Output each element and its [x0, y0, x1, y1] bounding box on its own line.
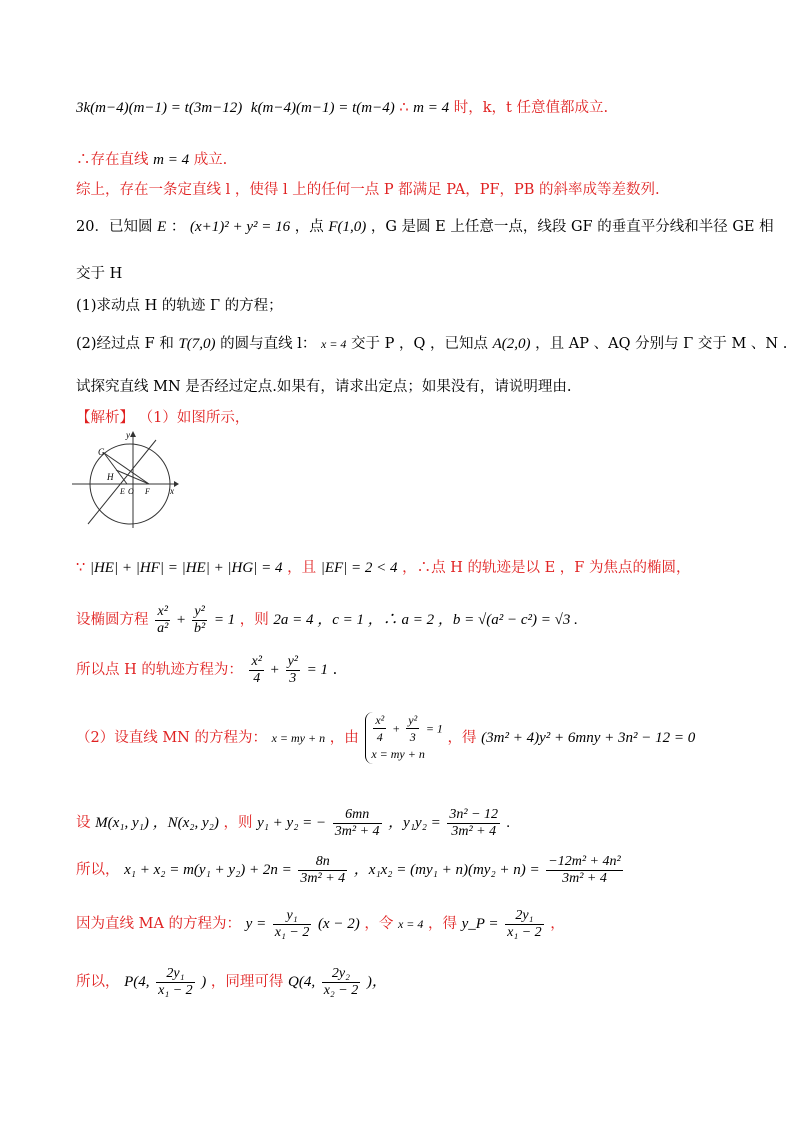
eq-b: k(m−4)(m−1) = t(m−4) — [250, 100, 395, 116]
label-x: x — [170, 486, 174, 496]
circle-equation: (x+1)² + y² = 16 — [189, 219, 291, 235]
problem-number: 20．已知圆 — [76, 219, 153, 235]
exists-prefix: ∴存在直线 — [76, 152, 149, 168]
ellipse-then: ，则 — [239, 612, 269, 628]
point-word: ，点 — [294, 219, 324, 235]
fraction-x2-4: $\frac{\text{x²}}{4}$ — [251, 653, 262, 686]
quadratic-result: (3m² + 4)y² + 6mny + 3n² − 12 = 0 — [481, 730, 696, 746]
question-2 — [76, 334, 788, 354]
q2-c: 交于 P ，Q ，已知点 — [351, 336, 489, 352]
ellipse-figure — [70, 428, 182, 530]
question-1: (1)求动点 H 的轨迹 Γ 的方程； — [76, 298, 283, 314]
because-symbol: ∵ — [76, 560, 86, 576]
fraction-x2-a2: $\frac{\text{x²}}{\text{a²}}$ — [157, 603, 169, 636]
set-prefix: 设 — [76, 815, 91, 831]
q2-a: (2)经过点 F 和 — [76, 336, 174, 352]
problem-20-line1 — [76, 217, 774, 237]
x-axis-arrow — [174, 481, 179, 487]
label-y: y — [126, 430, 130, 440]
set-then: ，则 — [223, 815, 253, 831]
part1-intro: （1）如图所示， — [138, 410, 250, 426]
and-word: ，且 — [287, 560, 317, 576]
p-fraction: $\frac{\text{2y₁}}{\text{x₁ − 2}}$ — [158, 965, 193, 998]
sum-x-fraction: $\frac{8n}{\text{3m² + 4}}$ — [300, 853, 346, 886]
q2-b: 的圆与直线 l： — [220, 336, 317, 352]
circle-name: E — [157, 219, 167, 235]
ma-line: 因为直线 MA 的方程为： y = $\frac{\text{y₁}}{\text{x₁ − 2}}$ (x − 2) ，令 x = 4 ，得 y_P = $\frac{\text{2y₁}}{\text{x₁ − 2}}$ ， — [76, 907, 565, 940]
label-H: H — [107, 472, 114, 482]
prod-y-fraction: $\frac{\text{3n² − 12}}{\text{3m² + 4}}$ — [449, 806, 499, 839]
ef-equation: |EF| = 2 < 4 — [320, 560, 398, 576]
sum-y-fraction: $\frac{6mn}{\text{3m² + 4}}$ — [334, 806, 380, 839]
label-E: E — [120, 487, 125, 496]
fraction-y2-3: $\frac{\text{y²}}{3}$ — [287, 653, 299, 686]
sum-x-prefix: 所以， — [76, 862, 120, 878]
point-T: T(7,0) — [178, 336, 216, 352]
top-equation-line — [76, 98, 760, 118]
pq-line: 所以， P(4, $\frac{\text{2y₁}}{\text{x₁ − 2}}$ ) ，同理可得 Q(4, $\frac{\text{2y₂}}{\text{x₂ − 2}}$ )， — [76, 965, 387, 998]
ma-fraction: $\frac{\text{y₁}}{\text{x₁ − 2}}$ — [274, 907, 310, 940]
part2-line — [76, 708, 760, 768]
therefore-symbol: ∴ — [399, 100, 409, 116]
point-A: A(2,0) — [492, 336, 531, 352]
ma-prefix: 因为直线 MA 的方程为： — [76, 916, 242, 932]
ellipse-equation-line: 设椭圆方程 $\frac{\text{x²}}{\text{a²}}$ + $\frac{\text{y²}}{\text{b²}}$ = 1 ，则 2a = 4 ，c = 1 ，∴ a = 2 ，b = √(a² − c²) = √3 . — [76, 603, 578, 636]
set-points: M(x₁, y₁) ，N(x₂, y₂) — [95, 815, 219, 831]
question-3: 试探究直线 MN 是否经过定点.如果有，请求出定点；如果没有，请说明理由. — [76, 379, 572, 395]
label-O: O — [128, 487, 134, 496]
set-points-line: 设 M(x₁, y₁) ，N(x₂, y₂) ，则 y₁ + y₂ = − $\frac{6mn}{\text{3m² + 4}}$ ，y₁y₂ = $\frac{\text{3n² − 12}}{\text{3m² + 4}}$ . — [76, 806, 511, 839]
label-G: G — [98, 447, 105, 457]
label-F: F — [145, 487, 150, 496]
fraction-y2-b2: $\frac{\text{y²}}{\text{b²}}$ — [194, 603, 206, 636]
exists-line — [76, 150, 760, 170]
equation-system: $\frac{\text{x²}}{4}$ + $\frac{\text{y²}}{3}$ = 1 x = my + n — [365, 712, 443, 764]
any-value-text: 时，k，t 任意值都成立. — [453, 100, 609, 116]
last-prefix: 所以， — [76, 974, 120, 990]
exists-suffix: 成立. — [193, 152, 228, 168]
part2-line-eq: x = my + n — [271, 731, 326, 745]
trajectory-prefix: 所以点 H 的轨迹方程为： — [76, 662, 243, 678]
prod-x-fraction: $\frac{\text{−12m² + 4n²}}{\text{3m² + 4}}$ — [548, 853, 621, 886]
problem-20-line2: 交于 H — [76, 266, 123, 282]
solution-header — [76, 408, 760, 428]
q2-d: ，且 AP 、AQ 分别与 Γ 交于 M 、N . — [535, 336, 788, 352]
part2-by: ，由 — [329, 730, 359, 746]
eq-a: 3k(m−4)(m−1) = t(3m−12) — [76, 100, 243, 116]
solution-tag: 【解析】 — [76, 410, 134, 426]
yp-fraction: $\frac{\text{2y₁}}{\text{x₁ − 2}}$ — [507, 907, 542, 940]
colon: ： — [170, 219, 186, 235]
because-equation: |HE| + |HF| = |HE| + |HG| = 4 — [89, 560, 283, 576]
trajectory-line: 所以点 H 的轨迹方程为： $\frac{\text{x²}}{4}$ + $\frac{\text{y²}}{3}$ = 1 . — [76, 653, 338, 686]
exists-eq: m = 4 — [153, 152, 190, 168]
y-axis-arrow — [130, 431, 136, 437]
ellipse-values: 2a = 4 ，c = 1 ，∴ a = 2 ，b = √(a² − c²) = √3 . — [273, 612, 578, 628]
ellipse-conclusion: ，∴点 H 的轨迹是以 E ，F 为焦点的椭圆， — [402, 560, 691, 576]
g-text: ，G 是圆 E 上任意一点，线段 GF 的垂直平分线和半径 GE 相 — [370, 219, 774, 235]
ellipse-prefix: 设椭圆方程 — [76, 612, 149, 628]
eq-c: m = 4 — [413, 100, 450, 116]
because-line — [76, 558, 760, 578]
part2-prefix: （2）设直线 MN 的方程为： — [76, 730, 267, 746]
q-fraction: $\frac{\text{2y₂}}{\text{x₂ − 2}}$ — [323, 965, 359, 998]
summary-line: 综上，存在一条定直线 l ，使得 l 上的任何一点 P 都满足 PA，PF，PB 的斜率成等差数列. — [76, 182, 660, 198]
sum-x-line: 所以， x₁ + x₂ = m(y₁ + y₂) + 2n = $\frac{8n}{\text{3m² + 4}}$ ，x₁x₂ = (my₁ + n)(my₂ + n) = $\frac{\text{−12m² + 4n²}}{\text{3m² + 4}}$ — [76, 853, 621, 886]
point-F: F(1,0) — [328, 219, 367, 235]
part2-get: ，得 — [447, 730, 477, 746]
line-x4: x = 4 — [321, 337, 347, 351]
